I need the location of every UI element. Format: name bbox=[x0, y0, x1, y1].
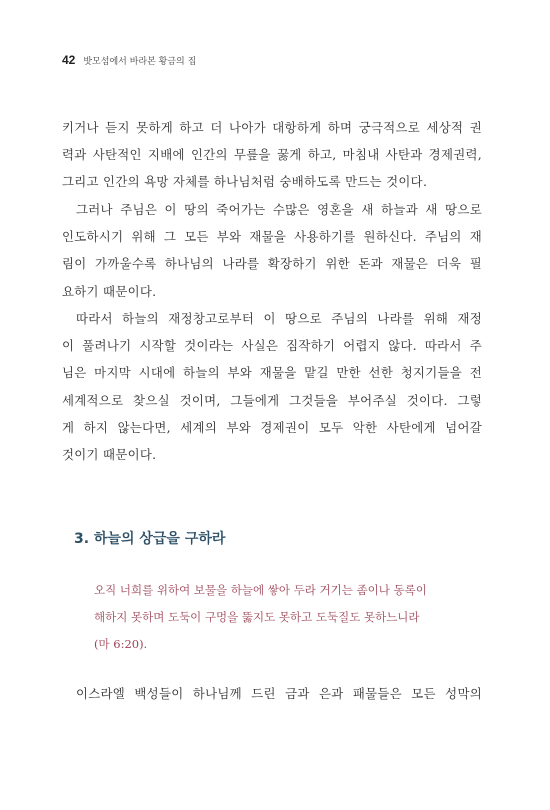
text-line: 세계적으로 찾으실 것이며, 그들에게 그것들을 부어주실 것이다. 그렇 bbox=[62, 392, 482, 408]
text-line: 것이기 때문이다. bbox=[62, 447, 157, 463]
text-line: 림이 가까울수록 하나님의 나라를 확장하기 위한 돈과 재물은 더욱 필 bbox=[62, 256, 482, 272]
running-title: 밧모섬에서 바라본 황금의 집 bbox=[83, 57, 197, 67]
text-line: 요하기 때문이다. bbox=[62, 283, 157, 299]
text-line: 력과 사탄적인 지배에 인간의 무릎을 꿇게 하고, 마침내 사탄과 경제권력, bbox=[62, 147, 482, 163]
quote-line: 오직 너희를 위하여 보물을 하늘에 쌓아 두라 거기는 좀이나 동록이 bbox=[94, 583, 427, 597]
text-line: 그리고 인간의 욕망 자체를 하나님처럼 숭배하도록 만드는 것이다. bbox=[62, 174, 428, 190]
quote-line: 해하지 못하며 도둑이 구멍을 뚫지도 못하고 도둑질도 못하느니라 bbox=[94, 610, 420, 624]
text-line: 이스라엘 백성들이 하나님께 드린 금과 은과 패물들은 모든 성막의 bbox=[76, 686, 482, 701]
quote-citation: (마 6:20). bbox=[94, 637, 148, 651]
section-heading: 3. 하늘의 상급을 구하라 bbox=[74, 531, 226, 547]
page-header bbox=[62, 53, 196, 67]
text-line: 님은 마지막 시대에 하늘의 부와 재물을 맡길 만한 선한 청지기들을 전 bbox=[62, 365, 482, 381]
text-line: 게 하지 않는다면, 세계의 부와 경제권이 모두 악한 사탄에게 넘어갈 bbox=[62, 419, 482, 435]
paragraph-1 bbox=[62, 114, 482, 196]
paragraph-3 bbox=[62, 305, 482, 468]
text-line: 따라서 하늘의 재정창고로부터 이 땅으로 주님의 나라를 위해 재정 bbox=[76, 311, 482, 326]
text-line: 키거나 듣지 못하게 하고 더 나아가 대항하게 하며 궁극적으로 세상적 권 bbox=[62, 120, 482, 135]
page-number: 42 bbox=[62, 53, 76, 67]
paragraph-4 bbox=[62, 680, 482, 707]
text-line: 이 풀려나기 시작할 것이라는 사실은 짐작하기 어렵지 않다. 따라서 주 bbox=[62, 338, 482, 354]
scripture-quote bbox=[94, 577, 454, 658]
text-line: 인도하시기 위해 그 모든 부와 재물을 사용하기를 원하신다. 주님의 재 bbox=[62, 229, 482, 245]
paragraph-2 bbox=[62, 196, 482, 305]
text-line: 그러나 주님은 이 땅의 죽어가는 수많은 영혼을 새 하늘과 새 땅으로 bbox=[76, 202, 482, 217]
